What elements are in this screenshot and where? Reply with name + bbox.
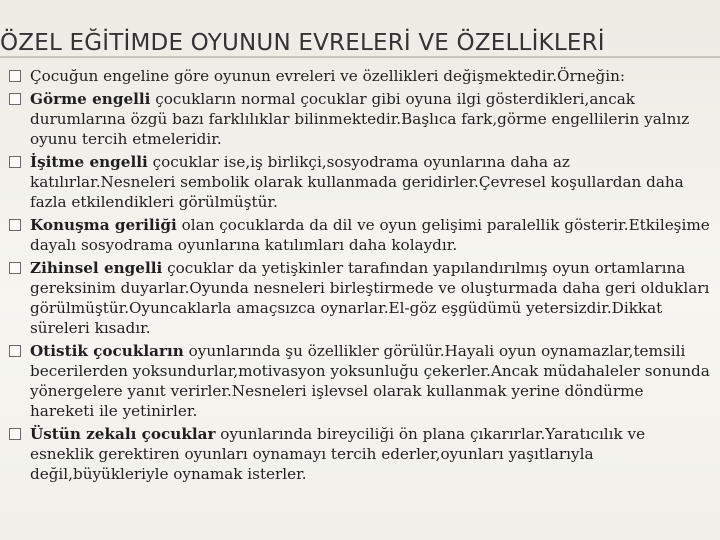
bullet-item [4,258,712,338]
bullet-item [4,66,712,86]
bullet-item [4,424,712,484]
title-divider [0,56,720,58]
bullet-box-icon [9,70,21,82]
bullet-item [4,152,712,212]
bullet-box-icon [9,428,21,440]
bullet-text: çocukların normal çocuklar gibi oyuna ilgi gösterdikleri,ancak durumlarına özgü bazı farklılıklar bilinmektedir.Başlıca fark,görme engellilerin yalnız oyunu tercih etmeleridir. [30,90,690,148]
bullet-emphasis: Zihinsel engelli [30,259,163,277]
bullet-box-icon [9,345,21,357]
bullet-item [4,89,712,149]
bullet-box-icon [9,93,21,105]
slide-title: ÖZEL EĞİTİMDE OYUNUN EVRELERİ VE ÖZELLİKLERİ [0,30,605,56]
bullet-item [4,341,712,421]
bullet-emphasis: Konuşma geriliği [30,216,177,234]
bullet-item [4,215,712,255]
bullet-box-icon [9,156,21,168]
bullet-emphasis: Görme engelli [30,90,151,108]
bullet-emphasis: Üstün zekalı çocuklar [30,425,216,443]
bullet-list [4,66,712,487]
bullet-emphasis: Otistik çocukların [30,342,184,360]
bullet-text: Çocuğun engeline göre oyunun evreleri ve özellikleri değişmektedir.Örneğin: [30,67,625,85]
bullet-box-icon [9,219,21,231]
bullet-text: olan çocuklarda da dil ve oyun gelişimi paralellik gösterir.Etkileşime dayalı sosyodrama oyunlarına katılımları daha kolaydır. [30,216,710,254]
bullet-text: oyunlarında şu özellikler görülür.Hayali oyun oynamazlar,temsili becerilerden yoksundurlar,motivasyon yoksunluğu çekerler.Ancak müdahaleler sonunda yönergelere yanıt verirler.Nesneleri işlevsel olarak kullanmak yerine döndürme hareketi ile yetinirler. [30,342,710,420]
bullet-text: çocuklar ise,iş birlikçi,sosyodrama oyunlarına daha az katılırlar.Nesneleri sembolik olarak kullanmada geridirler.Çevresel koşullardan daha fazla etkilendikleri görülmüştür. [30,153,684,211]
bullet-emphasis: İşitme engelli [30,153,148,171]
bullet-box-icon [9,262,21,274]
bullet-text: çocuklar da yetişkinler tarafından yapılandırılmış oyun ortamlarına gereksinim duyarlar.Oyunda nesneleri birleştirmede ve oluşturmada daha geri oldukları görülmüştür.Oyuncaklarla amaçsızca oynarlar.El-göz eşgüdümü yetersizdir.Dikkat süreleri kısadır. [30,259,710,337]
bullet-text: oyunlarında bireyciliği ön plana çıkarırlar.Yaratıcılık ve esneklik gerektiren oyunları oynamayı tercih ederler,oyunları yaşıtlarıyla değil,büyükleriyle oynamak isterler. [30,425,646,483]
